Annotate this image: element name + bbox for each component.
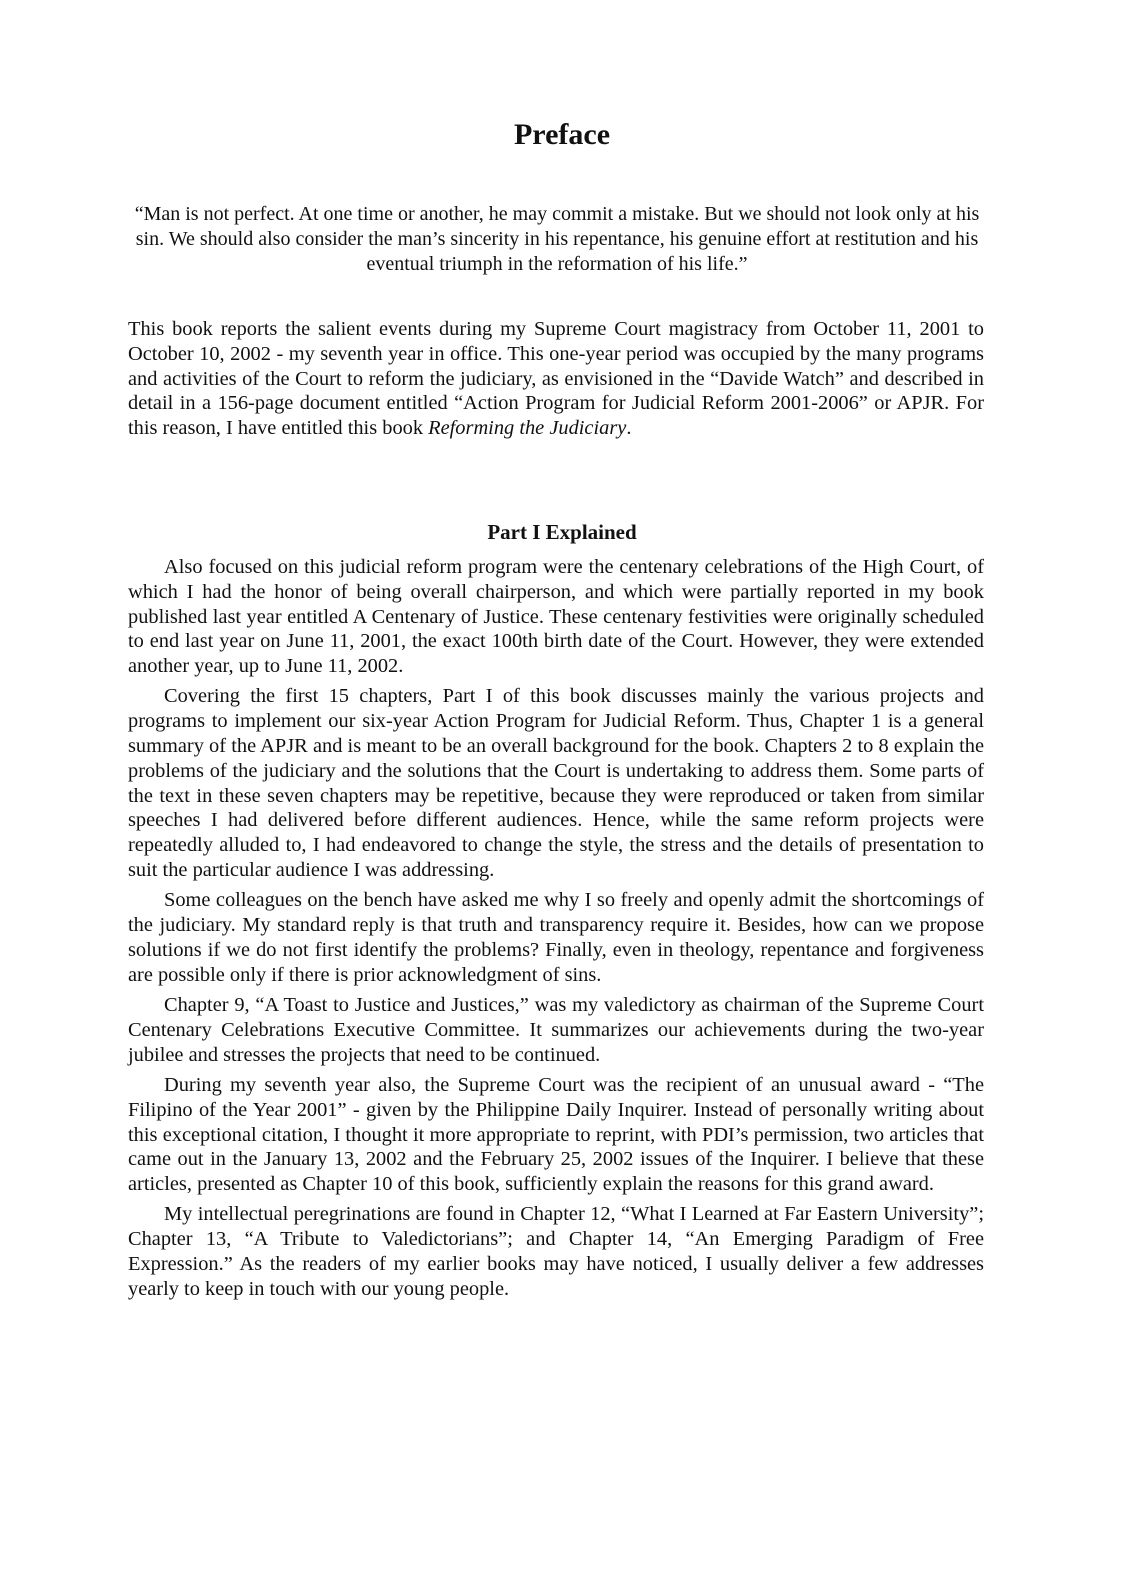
body-paragraph: Chapter 9, “A Toast to Justice and Justices,” was my valedictory as chairman of the Supreme Court Centenary Celebrations Executive Committee. It summarizes our achievements during the two-year jubilee and stresses the projects that need to be continued. — [128, 994, 984, 1066]
body-paragraph: My intellectual peregrinations are found in Chapter 12, “What I Learned at Far Eastern University”; Chapter 13, “A Tribute to Valedictorians”; and Chapter 14, “An Emerging Paradigm of Free Expression.” As the readers of my earlier books may have noticed, I usually deliver a few addresses yearly to keep in touch with our young people. — [128, 1203, 984, 1300]
intro-text: This book reports the salient events during my Supreme Court magistracy from October 11, 2001 to October 10, 2002 - my seventh year in office. This one-year period was occupied by the many programs and activities of the Court to reform the judiciary, as envisioned in the “Davide Watch” and described in detail in a 156-page document entitled “Action Program for Judicial Reform 2001-2006” or APJR. For this reason, I have entitled this book — [128, 318, 984, 440]
part-one-body — [128, 555, 984, 1307]
body-paragraph: Covering the first 15 chapters, Part I of this book discusses mainly the various projects and programs to implement our six-year Action Program for Judicial Reform. Thus, Chapter 1 is a general summary of the APJR and is meant to be an overall background for the book. Chapters 2 to 8 explain the problems of the judiciary and the solutions that the Court is undertaking to address them. Some parts of the text in these seven chapters may be repetitive, because they were reproduced or taken from similar speeches I had delivered before different audiences. Hence, while the same reform projects were repeatedly alluded to, I had endeavored to change the style, the stress and the details of presentation to suit the particular audience I was addressing. — [128, 685, 984, 882]
section-heading: Part I Explained — [487, 520, 637, 544]
book-title: Reforming the Judiciary — [428, 417, 627, 440]
epigraph-quote: “Man is not perfect. At one time or another, he may commit a mistake. But we should not look only at his sin. We should also consider the man’s sincerity in his repentance, his genuine effort at restitution and his eventual triumph in the reformation of his life.” — [134, 203, 980, 275]
intro-end: . — [626, 417, 632, 440]
body-paragraph: Also focused on this judicial reform program were the centenary celebrations of the High Court, of which I had the honor of being overall chairperson, and which were partially reported in my book published last year entitled A Centenary of Justice. These centenary festivities were originally scheduled to end last year on June 11, 2001, the exact 100th birth date of the Court. However, they were extended another year, up to June 11, 2002. — [128, 556, 984, 678]
body-paragraph: Some colleagues on the bench have asked me why I so freely and openly admit the shortcomings of the judiciary. My standard reply is that truth and transparency require it. Besides, how can we propose solutions if we do not first identify the problems? Finally, even in theology, repentance and forgiveness are possible only if there is prior acknowledgment of sins. — [128, 889, 984, 986]
body-paragraph: During my seventh year also, the Supreme Court was the recipient of an unusual award - “The Filipino of the Year 2001” - given by the Philippine Daily Inquirer. Instead of personally writing about this exceptional citation, I thought it more appropriate to reprint, with PDI’s permission, two articles that came out in the January 13, 2002 and the February 25, 2002 issues of the Inquirer. I believe that these articles, presented as Chapter 10 of this book, sufficiently explain the reasons for this grand award. — [128, 1073, 984, 1196]
intro-paragraph — [128, 317, 984, 441]
page-title: Preface — [513, 118, 611, 151]
